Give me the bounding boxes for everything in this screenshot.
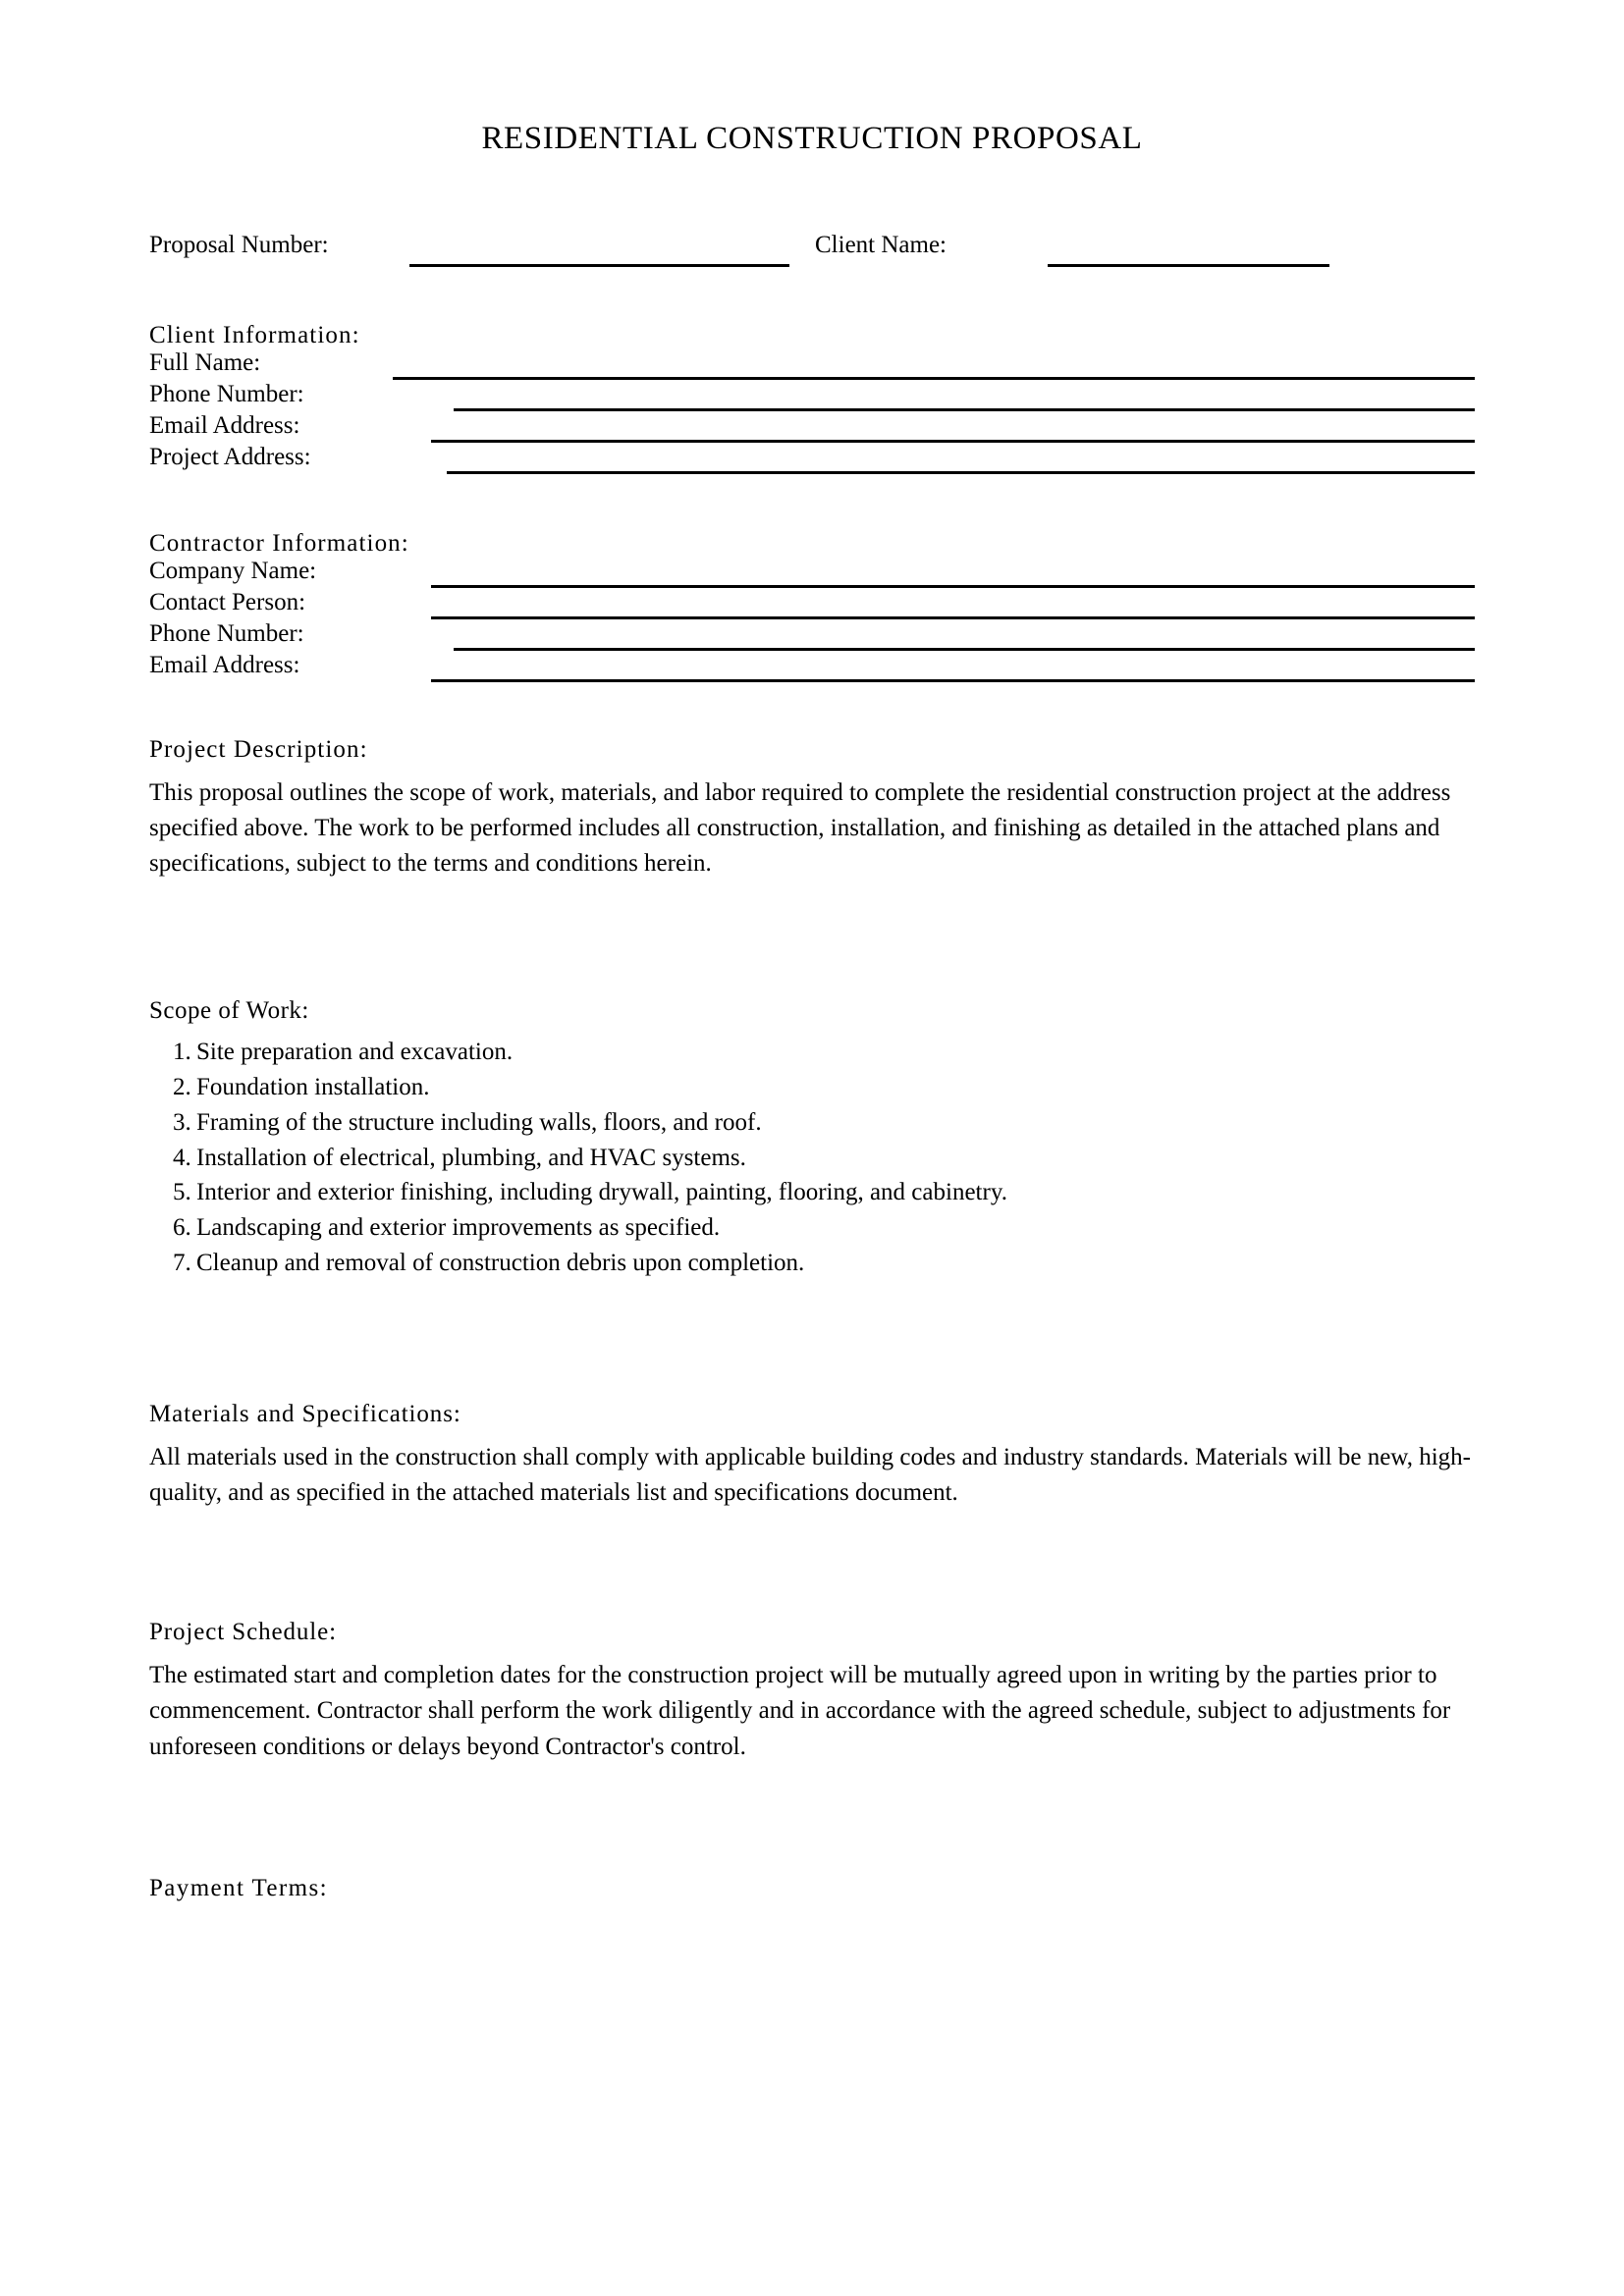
field-row-project-address [149,444,1475,475]
list-item-number: 7. [173,1249,191,1276]
list-item-text: Framing of the structure including walls, floors, and roof. [196,1108,762,1136]
payment-terms-heading: Payment Terms: [149,1874,328,1901]
client-name-label: Client Name: [815,231,947,258]
list-item-number: 1. [173,1039,191,1066]
proposal-number-input[interactable] [409,264,789,267]
list-item [149,1105,1475,1141]
list-item-number: 5. [173,1179,191,1206]
field-row-client-phone [149,381,1475,412]
field-row-contact-person [149,589,1475,620]
project-description-heading: Project Description: [149,735,368,763]
list-item [149,1175,1475,1210]
list-item-text: Interior and exterior finishing, including drywall, painting, flooring, and cabinetry. [196,1179,1007,1206]
project-address-label: Project Address: [149,443,311,470]
contractor-email-label: Email Address: [149,651,300,678]
contractor-information-heading: Contractor Information: [149,529,409,557]
list-item-text: Cleanup and removal of construction debris upon completion. [196,1249,805,1276]
list-item [149,1070,1475,1105]
contact-person-input[interactable] [431,616,1475,619]
list-item-number: 6. [173,1214,191,1242]
client-phone-label: Phone Number: [149,380,304,407]
materials-and-specifications-body: All materials used in the construction shall comply with applicable building codes and industry standards. Materials will be new, high-quality, and as specified in the attached materials list and specifications document. [149,1443,1472,1506]
client-information-fields [149,349,1475,475]
client-phone-input[interactable] [454,408,1475,411]
list-item-text: Installation of electrical, plumbing, and HVAC systems. [196,1144,746,1171]
contractor-phone-label: Phone Number: [149,619,304,647]
list-item [149,1246,1475,1281]
scope-of-work-heading: Scope of Work: [149,997,309,1025]
list-item-number: 3. [173,1108,191,1136]
list-item [149,1141,1475,1176]
list-item-number: 2. [173,1074,191,1101]
project-description-body: This proposal outlines the scope of work, materials, and labor required to complete the residential construction project at the address specified above. The work to be performed includes all construction, installation, and finishing as detailed in the attached plans and specifications, subject to the terms and conditions herein. [149,778,1451,878]
proposal-number-label: Proposal Number: [149,231,329,258]
contact-person-label: Contact Person: [149,588,306,615]
materials-and-specifications-heading: Materials and Specifications: [149,1400,461,1427]
company-name-input[interactable] [431,585,1475,588]
company-name-label: Company Name: [149,557,317,584]
scope-of-work-list [149,1035,1475,1280]
field-row-company-name [149,558,1475,589]
field-row-contractor-email [149,652,1475,683]
list-item-text: Foundation installation. [196,1074,430,1101]
document-content [149,0,1475,1902]
list-item [149,1210,1475,1246]
full-name-input[interactable] [393,377,1475,380]
list-item-text: Landscaping and exterior improvements as specified. [196,1214,721,1242]
client-information-heading: Client Information: [149,321,360,348]
project-schedule-body: The estimated start and completion dates for the construction project will be mutually agreed upon in writing by the parties prior to commencement. Contractor shall perform the work diligently and in accordance with the agreed schedule, subject to adjustments for unforeseen conditions or delays beyond Contractor's control. [149,1662,1451,1760]
field-row-client-email [149,412,1475,444]
field-row-full-name [149,349,1475,381]
project-address-input[interactable] [447,471,1475,474]
contractor-email-input[interactable] [431,679,1475,682]
list-item-number: 4. [173,1144,191,1171]
full-name-label: Full Name: [149,348,261,376]
client-name-input[interactable] [1048,264,1329,267]
proposal-header-row [149,232,1475,275]
field-row-contractor-phone [149,620,1475,652]
page-title: RESIDENTIAL CONSTRUCTION PROPOSAL [481,121,1143,156]
contractor-information-fields [149,558,1475,683]
project-schedule-heading: Project Schedule: [149,1619,337,1646]
client-email-label: Email Address: [149,411,300,439]
list-item [149,1035,1475,1070]
list-item-text: Site preparation and excavation. [196,1039,514,1066]
client-email-input[interactable] [431,440,1475,443]
contractor-phone-input[interactable] [454,648,1475,651]
